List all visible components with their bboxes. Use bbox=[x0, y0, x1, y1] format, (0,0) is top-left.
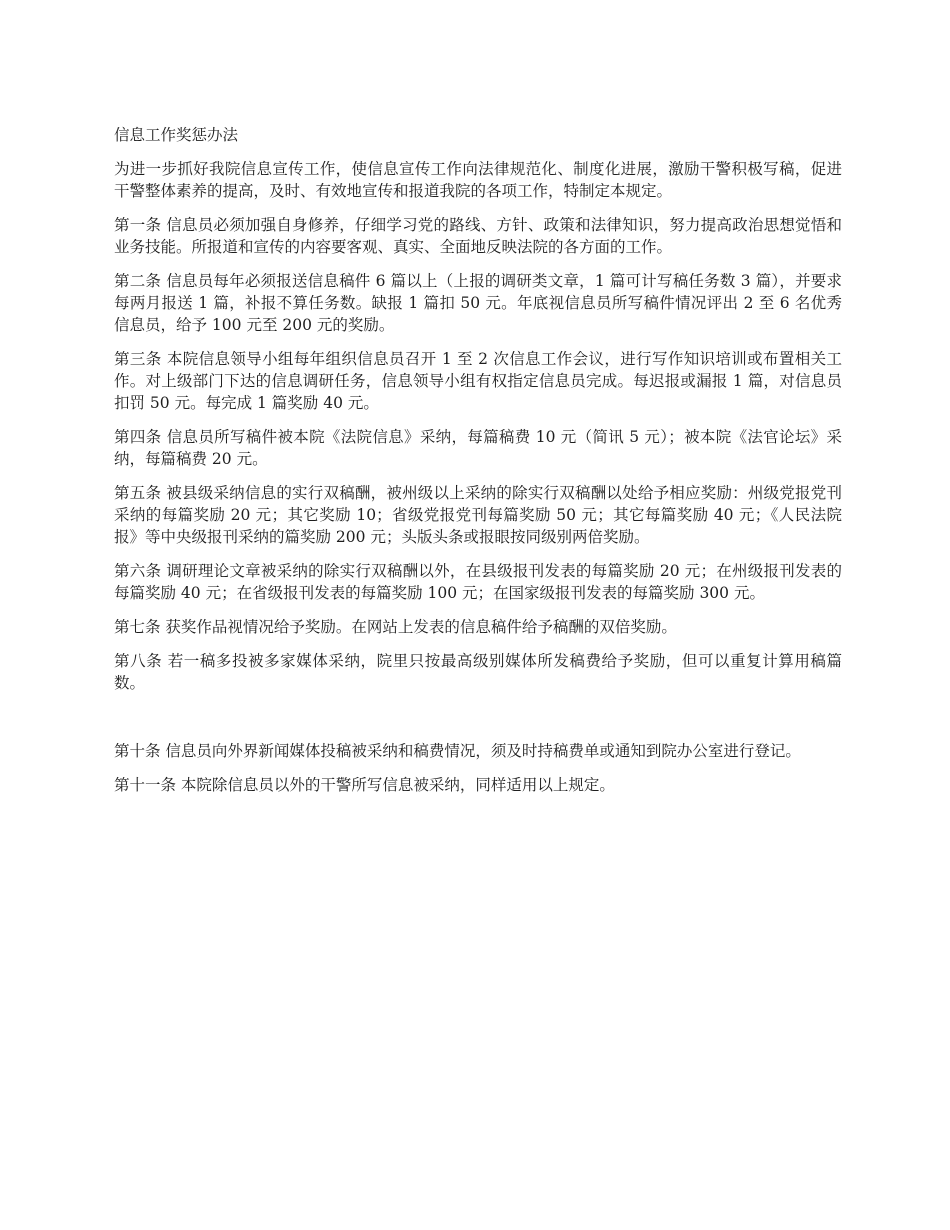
article-7: 第七条 获奖作品视情况给予奖励。在网站上发表的信息稿件给予稿酬的双倍奖励。 bbox=[114, 618, 677, 636]
article-2: 第二条 信息员每年必须报送信息稿件 6 篇以上（上报的调研类文章，1 篇可计写稿任务数 3 篇），并要求每两月报送 1 篇，补报不算任务数。缺报 1 篇扣 50 元。年底视信息员所写稿件情况评出 2 至 6 名优秀信息员，给予 100 元至 200 元的奖励。 bbox=[114, 272, 842, 334]
article-5: 第五条 被县级采纳信息的实行双稿酬，被州级以上采纳的除实行双稿酬以处给予相应奖励：州级党报党刊采纳的每篇奖励 20 元；其它奖励 10；省级党报党刊每篇奖励 50 元；其它每篇奖励 40 元；《人民法院报》等中央级报刊采纳的篇奖励 200 元；头版头条或报眼按同级别两倍奖励。 bbox=[114, 484, 842, 546]
document-title: 信息工作奖惩办法 bbox=[114, 126, 239, 144]
article-10: 第十条 信息员向外界新闻媒体投稿被采纳和稿费情况，须及时持稿费单或通知到院办公室进行登记。 bbox=[114, 742, 801, 760]
article-8: 第八条 若一稿多投被多家媒体采纳，院里只按最高级别媒体所发稿费给予奖励，但可以重复计算用稿篇数。 bbox=[114, 652, 842, 692]
article-11: 第十一条 本院除信息员以外的干警所写信息被采纳，同样适用以上规定。 bbox=[114, 776, 615, 794]
article-3: 第三条 本院信息领导小组每年组织信息员召开 1 至 2 次信息工作会议，进行写作知识培训或布置相关工作。对上级部门下达的信息调研任务，信息领导小组有权指定信息员完成。每迟报或漏报 1 篇，对信息员扣罚 50 元。每完成 1 篇奖励 40 元。 bbox=[114, 350, 842, 412]
article-6: 第六条 调研理论文章被采纳的除实行双稿酬以外，在县级报刊发表的每篇奖励 20 元；在州级报刊发表的每篇奖励 40 元；在省级报刊发表的每篇奖励 100 元；在国家级报刊发表的每篇奖励 300 元。 bbox=[114, 562, 842, 602]
document-page bbox=[114, 124, 842, 808]
article-4: 第四条 信息员所写稿件被本院《法院信息》采纳，每篇稿费 10 元（简讯 5 元）；被本院《法官论坛》采纳，每篇稿费 20 元。 bbox=[114, 428, 842, 468]
blank-gap bbox=[114, 706, 842, 740]
article-1: 第一条 信息员必须加强自身修养，仔细学习党的路线、方针、政策和法律知识，努力提高政治思想觉悟和业务技能。所报道和宣传的内容要客观、真实、全面地反映法院的各方面的工作。 bbox=[114, 216, 842, 256]
intro-paragraph: 为进一步抓好我院信息宣传工作，使信息宣传工作向法律规范化、制度化进展，激励干警积极写稿，促进干警整体素养的提高，及时、有效地宣传和报道我院的各项工作，特制定本规定。 bbox=[114, 160, 842, 200]
